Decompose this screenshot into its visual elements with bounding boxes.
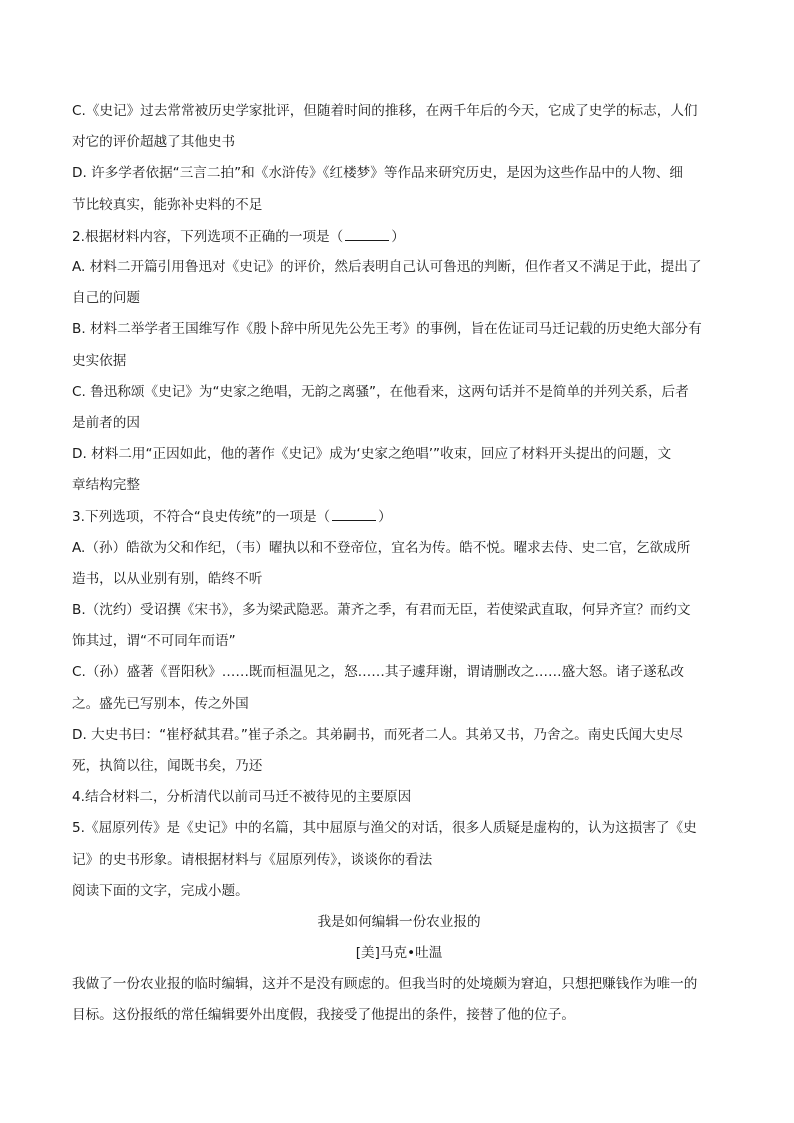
text-line: 我做了一份农业报的临时编辑，这并不是没有顾虑的。但我当时的处境颇为窘迫，只想把赚钱作为唯一的	[72, 976, 698, 993]
text-line: 记》的史书形象。请根据材料与《屈原列传》，谈谈你的看法	[72, 851, 433, 868]
question-2-text: 2.根据材料内容，下列选项不正确的一项是（	[72, 228, 344, 245]
text-line: D. 材料二用“正因如此，他的著作《史记》成为‘史家之绝唱’”收束，回应了材料开头提出的问题，文	[72, 446, 672, 463]
text-line: 之。盛先已写别本，传之外国	[72, 695, 249, 712]
text-line: D. 大史书曰：“崔杼弑其君。”崔子杀之。其弟嗣书，而死者二人。其弟又书，乃舍之。南史氏闻大史尽	[72, 726, 683, 743]
text-line: 史实依据	[72, 352, 127, 369]
article-author: [美]马克•吐温	[355, 945, 443, 962]
question-3-text: 3.下列选项，不符合“良史传统”的一项是（	[72, 509, 331, 526]
reading-instruction: 阅读下面的文字，完成小题。	[72, 882, 249, 899]
text-line: 对它的评价超越了其他史书	[72, 134, 236, 151]
text-line: A.（孙）皓欲为父和作纪，（韦）曜执以和不登帝位，宜名为传。皓不悦。曜求去侍、史二官，乞欲成所	[72, 539, 691, 556]
text-line: 饰其过，谓“不可同年而语”	[72, 633, 236, 650]
text-line: 自己的问题	[72, 290, 140, 307]
question-3-line	[72, 506, 726, 526]
question-2-line	[72, 226, 726, 246]
text-line: A. 材料二开篇引用鲁迅对《史记》的评价，然后表明自己认可鲁迅的判断，但作者又不满足于此，提出了	[72, 258, 702, 275]
text-line: D. 许多学者依据“三言二拍”和《水浒传》《红楼梦》等作品来研究历史，是因为这些作品中的人物、细	[72, 165, 683, 182]
text-line: 章结构完整	[72, 477, 140, 494]
text-line: 死，执简以往，闻既书矣，乃还	[72, 757, 263, 774]
text-line: B. 材料二举学者王国维写作《殷卜辞中所见先公先王考》的事例，旨在佐证司马迁记载的历史绝大部分有	[72, 321, 702, 338]
answer-blank	[345, 226, 389, 241]
question-2-close: ）	[391, 228, 405, 245]
text-line: 造书，以从业别有别，皓终不听	[72, 570, 263, 587]
document-body	[72, 101, 726, 1037]
article-title: 我是如何编辑一份农业报的	[317, 913, 481, 930]
text-line: C.《史记》过去常常被历史学家批评，但随着时间的推移，在两千年后的今天，它成了史学的标志，人们	[72, 103, 698, 119]
text-line: 目标。这份报纸的常任编辑要外出度假，我接受了他提出的条件，接替了他的位子。	[72, 1007, 575, 1024]
question-4-line: 4.结合材料二，分析清代以前司马迁不被待见的主要原因	[72, 789, 412, 806]
text-line: 是前者的因	[72, 414, 140, 431]
text-line: C.（孙）盛著《晋阳秋》……既而桓温见之，怒……其子遽拜谢，谓请删改之……盛大怒。诸子遂私改	[72, 664, 684, 681]
question-3-close: ）	[378, 509, 392, 526]
text-line: 节比较真实，能弥补史料的不足	[72, 196, 263, 213]
text-line: C. 鲁迅称颂《史记》为“史家之绝唱，无韵之离骚”，在他看来，这两句话并不是简单的并列关系，后者	[72, 383, 689, 400]
question-5-line: 5.《屈原列传》是《史记》中的名篇，其中屈原与渔父的对话，很多人质疑是虚构的，认为这损害了《史	[72, 820, 697, 837]
answer-blank	[332, 506, 376, 521]
text-line: B.（沈约）受诏撰《宋书》，多为梁武隐恶。萧齐之季，有君而无臣，若使梁武直取，何异齐宣？而约文	[72, 602, 691, 618]
